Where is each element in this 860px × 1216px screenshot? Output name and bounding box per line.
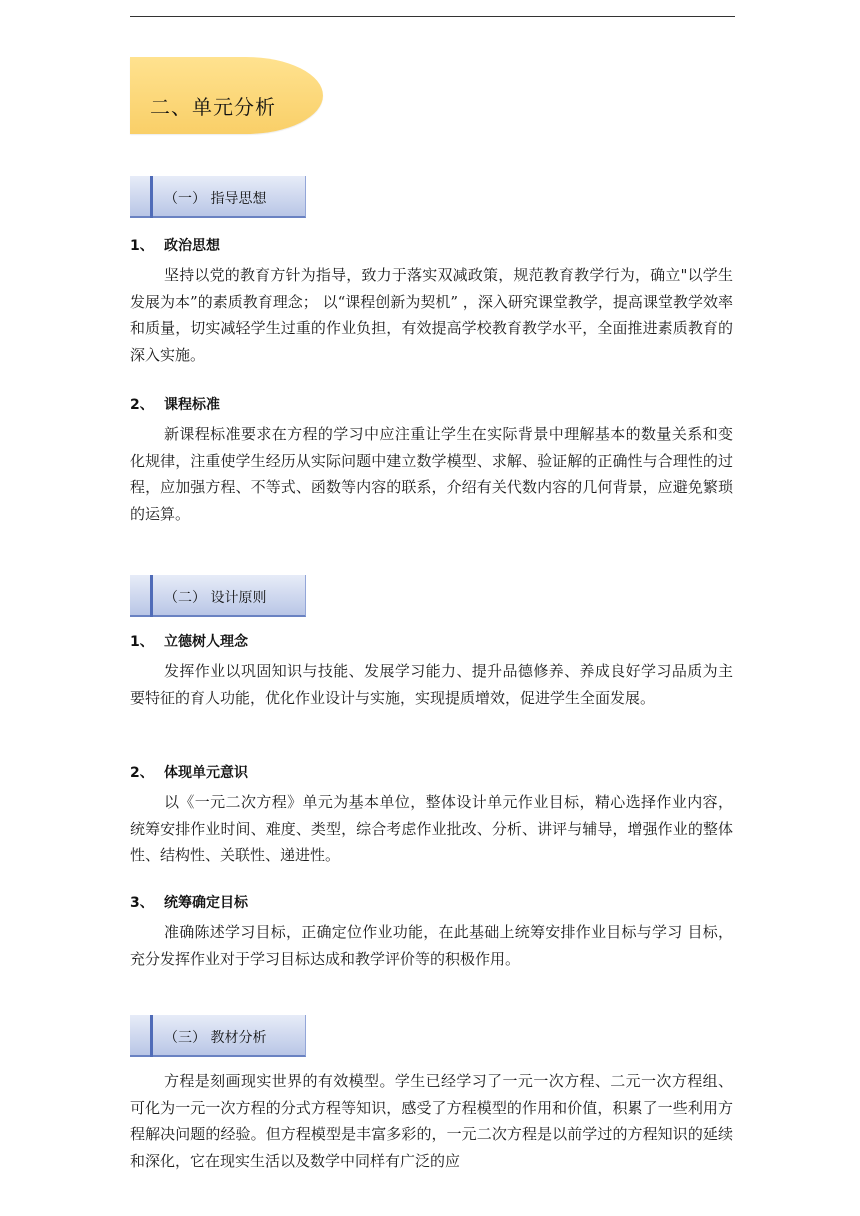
- paragraph-political-thought: 坚持以党的教育方针为指导，致力于落实双减政策，规范教育教学行为，确立"以学生发展为本”的素质教育理念； 以“课程创新为契机” ，深入研究课堂教学，提高课堂教学效率和质量，切实减轻学生过重的作业负担，有效提高学校教育教学水平，全面推进素质教育的深入实施。: [130, 266, 733, 364]
- subheading-number: 2、: [130, 765, 154, 781]
- subheading-set-goals: [130, 892, 248, 912]
- subheading-title: 统筹确定目标: [164, 895, 248, 911]
- subheading-title: 政治思想: [164, 238, 220, 254]
- section-label-accent: [150, 1015, 153, 1057]
- subheading-title: 体现单元意识: [164, 765, 248, 781]
- paragraph-moral-education: 发挥作业以巩固知识与技能、发展学习能力、提升品德修养、养成良好学习品质为主要特征的育人功能，优化作业设计与实施，实现提质增效，促进学生全面发展。: [130, 662, 733, 707]
- subheading-number: 1、: [130, 634, 154, 650]
- subheading-title: 课程标准: [164, 397, 220, 413]
- section-label-design-principles: [130, 575, 306, 617]
- subheading-title: 立德树人理念: [164, 634, 248, 650]
- chapter-banner: [130, 57, 323, 134]
- section-label-accent: [150, 176, 153, 218]
- section-label-text: （二） 设计原则: [164, 590, 267, 606]
- section-label-guiding-ideology: [130, 176, 306, 218]
- subheading-curriculum-standard: [130, 394, 220, 414]
- section-label-accent: [150, 575, 153, 617]
- paragraph-unit-awareness: 以《一元二次方程》单元为基本单位，整体设计单元作业目标，精心选择作业内容，统筹安排作业时间、难度、类型，综合考虑作业批改、分析、讲评与辅导，增强作业的整体性、结构性、关联性、递进性。: [130, 793, 733, 865]
- section-label-text: （三） 教材分析: [164, 1030, 267, 1046]
- paragraph-curriculum-standard: 新课程标准要求在方程的学习中应注重让学生在实际背景中理解基本的数量关系和变化规律，注重使学生经历从实际问题中建立数学模型、求解、验证解的正确性与合理性的过程，应加强方程、不等式、函数等内容的联系，介绍有关代数内容的几何背景，应避免繁琐的运算。: [130, 425, 733, 523]
- subheading-number: 1、: [130, 238, 154, 254]
- page-top-rule: [130, 16, 735, 17]
- subheading-number: 2、: [130, 397, 154, 413]
- chapter-title: 二、单元分析: [150, 95, 276, 119]
- section-label-textbook-analysis: [130, 1015, 306, 1057]
- paragraph-set-goals: 准确陈述学习目标，正确定位作业功能，在此基础上统筹安排作业目标与学习 目标，充分发挥作业对于学习目标达成和教学评价等的积极作用。: [130, 923, 733, 968]
- subheading-number: 3、: [130, 895, 154, 911]
- subheading-moral-education: [130, 631, 248, 651]
- subheading-unit-awareness: [130, 762, 248, 782]
- section-label-text: （一） 指导思想: [164, 191, 267, 207]
- paragraph-textbook-analysis: 方程是刻画现实世界的有效模型。学生已经学习了一元一次方程、二元一次方程组、可化为一元一次方程的分式方程等知识，感受了方程模型的作用和价值，积累了一些利用方程解决问题的经验。但方程模型是丰富多彩的，一元二次方程是以前学过的方程知识的延续和深化，它在现实生活以及数学中同样有广泛的应: [130, 1072, 733, 1170]
- subheading-political-thought: [130, 235, 220, 255]
